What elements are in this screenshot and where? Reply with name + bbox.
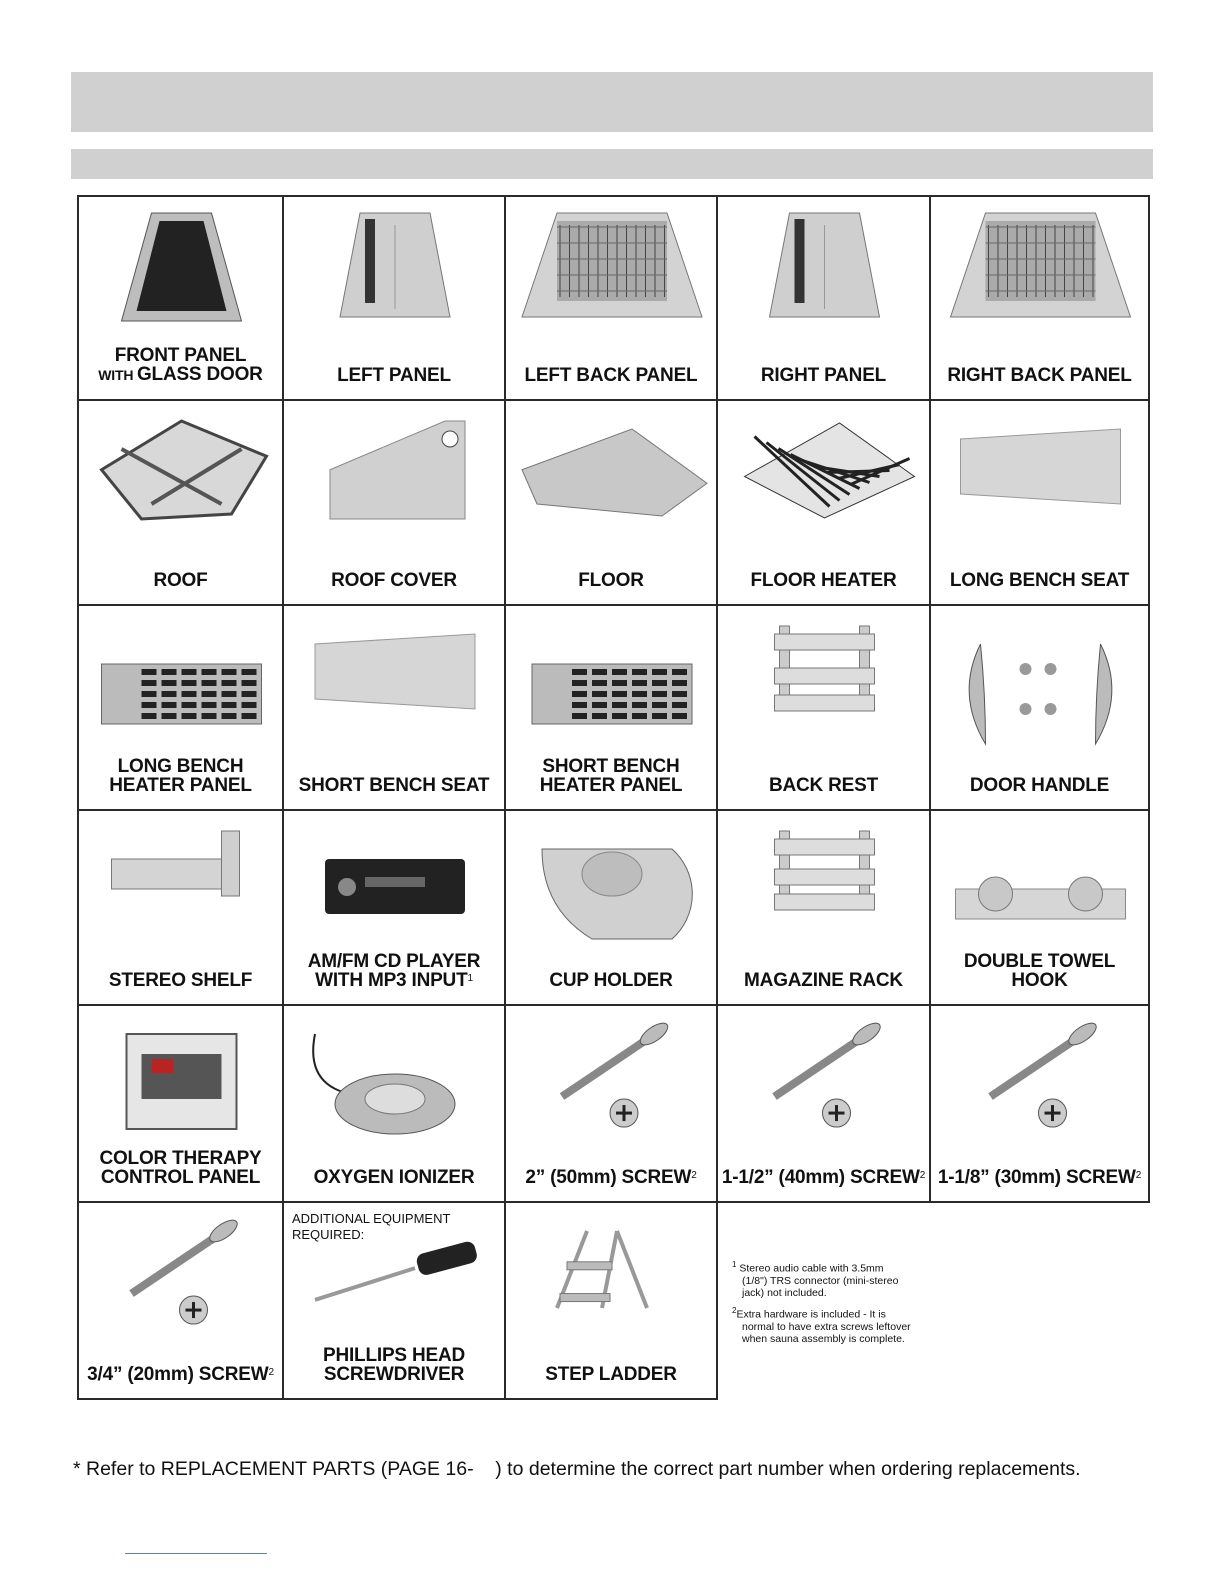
- part-cell: [282, 399, 506, 606]
- part-label: CUP HOLDER: [549, 970, 673, 991]
- part-label: LONG BENCH SEAT: [949, 570, 1130, 591]
- part-cell: [929, 604, 1150, 811]
- part-cell: [716, 195, 931, 401]
- part-label: LONG BENCH HEATER PANEL: [109, 756, 252, 796]
- part-label: STEP LADDER: [545, 1364, 677, 1385]
- part-cell: [929, 809, 1150, 1006]
- header-title-bar: [71, 72, 1153, 132]
- part-label: 1-1/8” (30mm) SCREW$^2$: [937, 1167, 1142, 1188]
- footer-underline: [125, 1553, 267, 1554]
- part-cell: [77, 1201, 284, 1400]
- part-cell: [77, 1004, 284, 1203]
- part-cell: [504, 809, 718, 1006]
- parts-grid: [77, 195, 1148, 1416]
- roof-cover-image: [292, 409, 496, 544]
- cup-holder-image: [514, 819, 708, 944]
- part-label: ROOF: [153, 570, 208, 591]
- part-cell: [77, 195, 284, 401]
- floor-heater-image: [726, 409, 921, 544]
- part-label: STEREO SHELF: [108, 970, 253, 991]
- cd-player-image: [292, 819, 496, 944]
- part-cell: [504, 195, 718, 401]
- part-label: DOOR HANDLE: [969, 775, 1110, 796]
- part-label: COLOR THERAPY CONTROL PANEL: [99, 1148, 262, 1188]
- oxygen-ionizer-image: [292, 1014, 496, 1141]
- stereo-shelf-image: [87, 819, 274, 944]
- screw-image: [87, 1211, 274, 1338]
- part-label: PHILLIPS HEAD SCREWDRIVER: [322, 1345, 466, 1385]
- screw-image: [726, 1014, 921, 1141]
- part-cell: [929, 195, 1150, 401]
- left-back-panel-image: [514, 205, 708, 339]
- part-cell: [716, 809, 931, 1006]
- footnote-2: $^2$Extra hardware is included - It is normal to have extra screws leftover when sauna assembly is complete.: [732, 1306, 911, 1345]
- screw-image: [514, 1014, 708, 1141]
- part-label: AM/FM CD PLAYER WITH MP3 INPUT$^1$: [307, 951, 481, 991]
- part-cell: [504, 604, 718, 811]
- part-cell: [504, 399, 718, 606]
- part-label: DOUBLE TOWEL HOOK: [963, 951, 1116, 991]
- short-bench-seat-image: [292, 614, 496, 749]
- towel-hook-image: [939, 819, 1140, 944]
- left-panel-image: [292, 205, 496, 339]
- part-label: SHORT BENCH SEAT: [298, 775, 490, 796]
- part-label: LEFT PANEL: [337, 365, 451, 386]
- part-label: 2” (50mm) SCREW$^2$: [525, 1167, 697, 1188]
- part-label: FRONT PANEL WITH GLASS DOOR: [98, 345, 263, 385]
- part-label: LEFT BACK PANEL: [524, 365, 698, 386]
- part-cell: [504, 1004, 718, 1203]
- part-cell: [504, 1201, 718, 1400]
- part-cell: [929, 399, 1150, 606]
- short-bench-heater-panel-image: [514, 614, 708, 749]
- additional-equipment-caption: ADDITIONAL EQUIPMENT REQUIRED:: [292, 1211, 451, 1242]
- part-label: MAGAZINE RACK: [744, 970, 903, 991]
- control-panel-image: [87, 1014, 274, 1141]
- step-ladder-image: [514, 1211, 708, 1338]
- roof-image: [87, 409, 274, 544]
- part-label: FLOOR: [578, 570, 644, 591]
- footnote-1: $^1$ Stereo audio cable with 3.5mm (1/8") TRS connector (mini-stereo jack) not included.: [732, 1260, 899, 1299]
- part-label: 3/4” (20mm) SCREW$^2$: [87, 1364, 274, 1385]
- part-label: FLOOR HEATER: [750, 570, 897, 591]
- screw-image: [939, 1014, 1140, 1141]
- part-cell: [716, 604, 931, 811]
- front-panel-image: [87, 205, 274, 339]
- part-cell: [77, 809, 284, 1006]
- part-label: SHORT BENCH HEATER PANEL: [539, 756, 683, 796]
- part-cell: [282, 1004, 506, 1203]
- header-subtitle-bar: [71, 149, 1153, 179]
- part-cell: [282, 604, 506, 811]
- footer-note: * Refer to REPLACEMENT PARTS (PAGE 16- ) to determine the correct part number when ordering replacements.: [73, 1458, 1081, 1480]
- right-back-panel-image: [939, 205, 1140, 339]
- part-label: BACK REST: [768, 775, 879, 796]
- part-cell: [282, 195, 506, 401]
- part-cell: [716, 1004, 931, 1203]
- long-bench-heater-panel-image: [87, 614, 274, 749]
- part-label: RIGHT BACK PANEL: [947, 365, 1132, 386]
- right-panel-image: [726, 205, 921, 339]
- part-cell: [282, 1201, 506, 1400]
- long-bench-seat-image: [939, 409, 1140, 544]
- door-handle-image: [939, 614, 1140, 749]
- part-cell: [716, 399, 931, 606]
- part-cell: [77, 604, 284, 811]
- magazine-rack-image: [726, 819, 921, 944]
- part-label: OXYGEN IONIZER: [313, 1167, 475, 1188]
- part-label: ROOF COVER: [331, 570, 457, 591]
- part-cell: [929, 1004, 1150, 1203]
- back-rest-image: [726, 614, 921, 749]
- part-label: 1-1/2” (40mm) SCREW$^2$: [721, 1167, 926, 1188]
- part-cell: [77, 399, 284, 606]
- part-label: RIGHT PANEL: [760, 365, 887, 386]
- part-cell: [282, 809, 506, 1006]
- floor-image: [514, 409, 708, 544]
